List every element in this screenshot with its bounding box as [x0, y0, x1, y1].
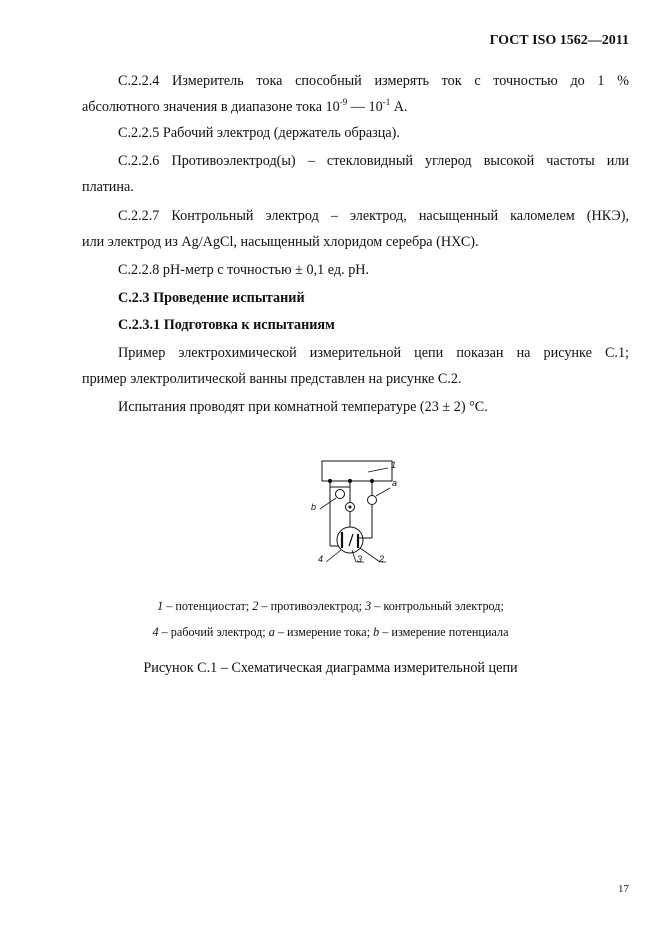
leader-line [320, 498, 336, 509]
paragraph-c225 [82, 120, 629, 146]
paragraph-c226-line1 [82, 148, 629, 174]
ammeter-symbol [368, 496, 377, 505]
paragraph-c226-line2 [82, 174, 629, 200]
paragraph-text: — 10 [347, 99, 383, 115]
paragraph-text: А. [390, 99, 408, 115]
paragraph-c224-line2 [82, 94, 629, 120]
paragraph-text: Пример электрохимической измерительной цепи показан на рисунке С.1; [118, 345, 629, 361]
document-code-header: ГОСТ ISO 1562—2011 [489, 33, 629, 48]
paragraph-text: С.2.2.4 Измеритель тока способный измерять ток с точностью до 1 % [118, 73, 629, 89]
legend-text: – потенциостат; [163, 599, 253, 613]
legend-text: – измерение потенциала [379, 625, 509, 639]
label-2: 2 [379, 554, 385, 564]
paragraph-example-line1 [82, 340, 629, 366]
voltmeter-symbol [336, 490, 345, 499]
paragraph-text: Испытания проводят при комнатной температуре (23 ± 2) °С. [118, 399, 488, 415]
legend-key: 3 [365, 599, 372, 613]
section-heading-c231 [82, 312, 629, 338]
exponent: -1 [382, 97, 391, 107]
label-4: 4 [318, 554, 324, 564]
leader-line [326, 550, 341, 562]
legend-key: a [268, 625, 275, 639]
heading-text: С.2.3.1 Подготовка к испытаниям [118, 317, 335, 333]
legend-text: – контрольный электрод; [371, 599, 504, 613]
legend-key: 4 [152, 625, 159, 639]
exponent: -9 [339, 97, 348, 107]
paragraph-text: платина. [82, 179, 134, 195]
paragraph-text: С.2.2.8 pH-метр с точностью ± 0,1 ед. pH. [118, 262, 370, 278]
paragraph-c228 [82, 257, 629, 283]
potentiostat-box [322, 461, 392, 481]
legend-key: 1 [157, 599, 164, 613]
figure-legend-line1 [0, 599, 661, 614]
label-a: a [392, 478, 398, 488]
leader-line [376, 488, 390, 496]
legend-key: 2 [252, 599, 259, 613]
legend-text: – рабочий электрод; [158, 625, 269, 639]
reference-electrode-center [349, 506, 351, 508]
heading-text: С.2.3 Проведение испытаний [118, 290, 305, 306]
leader-line [368, 468, 388, 472]
paragraph-text: пример электролитической ванны представлен на рисунке С.2. [82, 371, 462, 387]
section-heading-c23 [82, 285, 629, 311]
electrolytic-cell-circle [337, 527, 363, 553]
paragraph-text: абсолютного значения в диапазоне тока 10 [82, 99, 340, 115]
label-1: 1 [391, 460, 397, 470]
legend-text: – измерение тока; [274, 625, 374, 639]
leader-line [360, 548, 380, 562]
paragraph-text: С.2.2.5 Рабочий электрод (держатель образца). [118, 125, 400, 141]
paragraph-c227-line1 [82, 203, 629, 229]
legend-text: – противоэлектрод; [258, 599, 366, 613]
paragraph-c227-line2 [82, 229, 629, 255]
figure-legend-line2 [0, 625, 661, 640]
paragraph-text: С.2.2.6 Противоэлектрод(ы) – стекловидный углерод высокой частоты или [118, 153, 629, 169]
paragraph-text: или электрод из Ag/AgCl, насыщенный хлоридом серебра (НХС). [82, 234, 479, 250]
paragraph-temperature [82, 394, 629, 420]
figure-caption: Рисунок С.1 – Схематическая диаграмма измерительной цепи [143, 660, 518, 676]
label-3: 3 [357, 554, 363, 564]
legend-key: b [373, 625, 380, 639]
paragraph-c224-line1 [82, 68, 629, 94]
paragraph-text: С.2.2.7 Контрольный электрод – электрод, насыщенный каломелем (НКЭ), [118, 208, 629, 224]
page-number: 17 [618, 883, 629, 895]
label-b: b [311, 502, 317, 512]
paragraph-example-line2 [82, 366, 629, 392]
measuring-circuit-diagram [306, 458, 406, 570]
